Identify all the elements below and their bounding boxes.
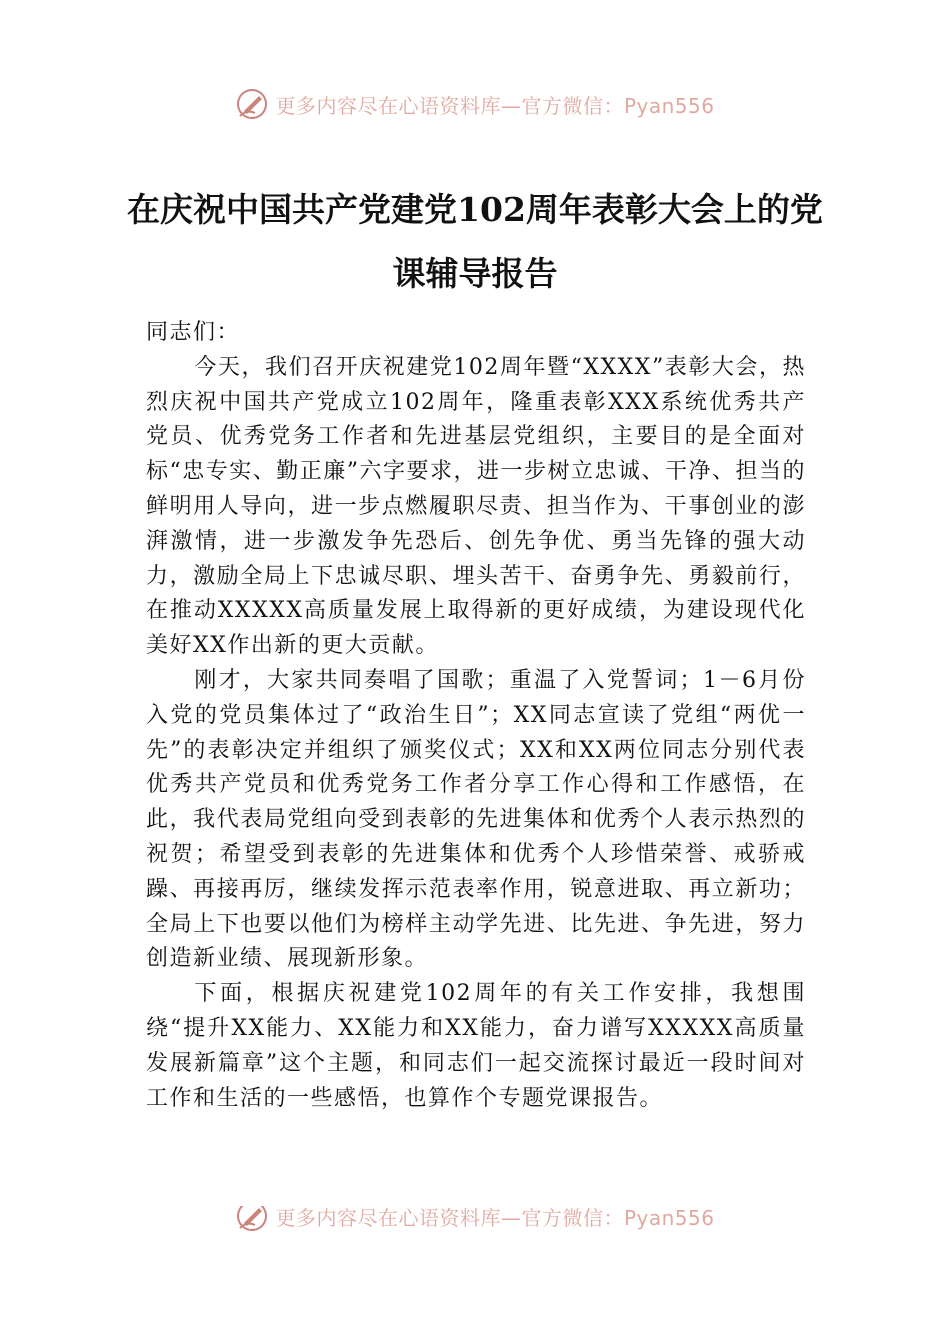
pen-circle-icon bbox=[235, 87, 269, 121]
footer-watermark bbox=[0, 1206, 950, 1246]
paragraph-1: 今天，我们召开庆祝建党102周年暨“XXXX”表彰大会，热烈庆祝中国共产党成立102周年，隆重表彰XXX系统优秀共产党员、优秀党务工作者和先进基层党组织，主要目的是全面对标“忠专实、勤正廉”六字要求，进一步树立忠诚、干净、担当的鲜明用人导向，进一步点燃履职尽责、担当作为、干事创业的澎湃激情，进一步激发争先恐后、创先争优、勇当先锋的强大动力，激励全局上下忠诚尽职、埋头苦干、奋勇争先、勇毅前行，在推动XXXXX高质量发展上取得新的更好成绩，为建设现代化美好XX作出新的更大贡献。 bbox=[146, 354, 806, 659]
document-title: 在庆祝中国共产党建党102周年表彰大会上的党课辅导报告 bbox=[127, 190, 823, 293]
document-body bbox=[146, 316, 806, 1116]
header-watermark bbox=[0, 84, 950, 124]
paragraph-2: 刚才，大家共同奏唱了国歌；重温了入党誓词；1－6月份入党的党员集体过了“政治生日”；XX同志宣读了党组“两优一先”的表彰决定并组织了颁奖仪式；XX和XX两位同志分别代表优秀共产党员和优秀党务工作者分享工作心得和工作感悟，在此，我代表局党组向受到表彰的先进集体和优秀个人表示热烈的祝贺；希望受到表彰的先进集体和优秀个人珍惜荣誉、戒骄戒躁、再接再厉，继续发挥示范表率作用，锐意进取、再立新功；全局上下也要以他们为榜样主动学先进、比先进、争先进，努力创造新业绩、展现新形象。 bbox=[146, 667, 806, 972]
salutation: 同志们： bbox=[146, 320, 241, 345]
watermark-text: 更多内容尽在心语资料库—官方微信：Pyan556 bbox=[275, 1206, 715, 1230]
paragraph-3: 下面，根据庆祝建党102周年的有关工作安排，我想围绕“提升XX能力、XX能力和XX能力，奋力谱写XXXXX高质量发展新篇章”这个主题，和同志们一起交流探讨最近一段时间对工作和生活的一些感悟，也算作个专题党课报告。 bbox=[146, 981, 806, 1111]
pen-circle-icon bbox=[235, 1206, 269, 1233]
watermark-text: 更多内容尽在心语资料库—官方微信：Pyan556 bbox=[275, 93, 715, 118]
